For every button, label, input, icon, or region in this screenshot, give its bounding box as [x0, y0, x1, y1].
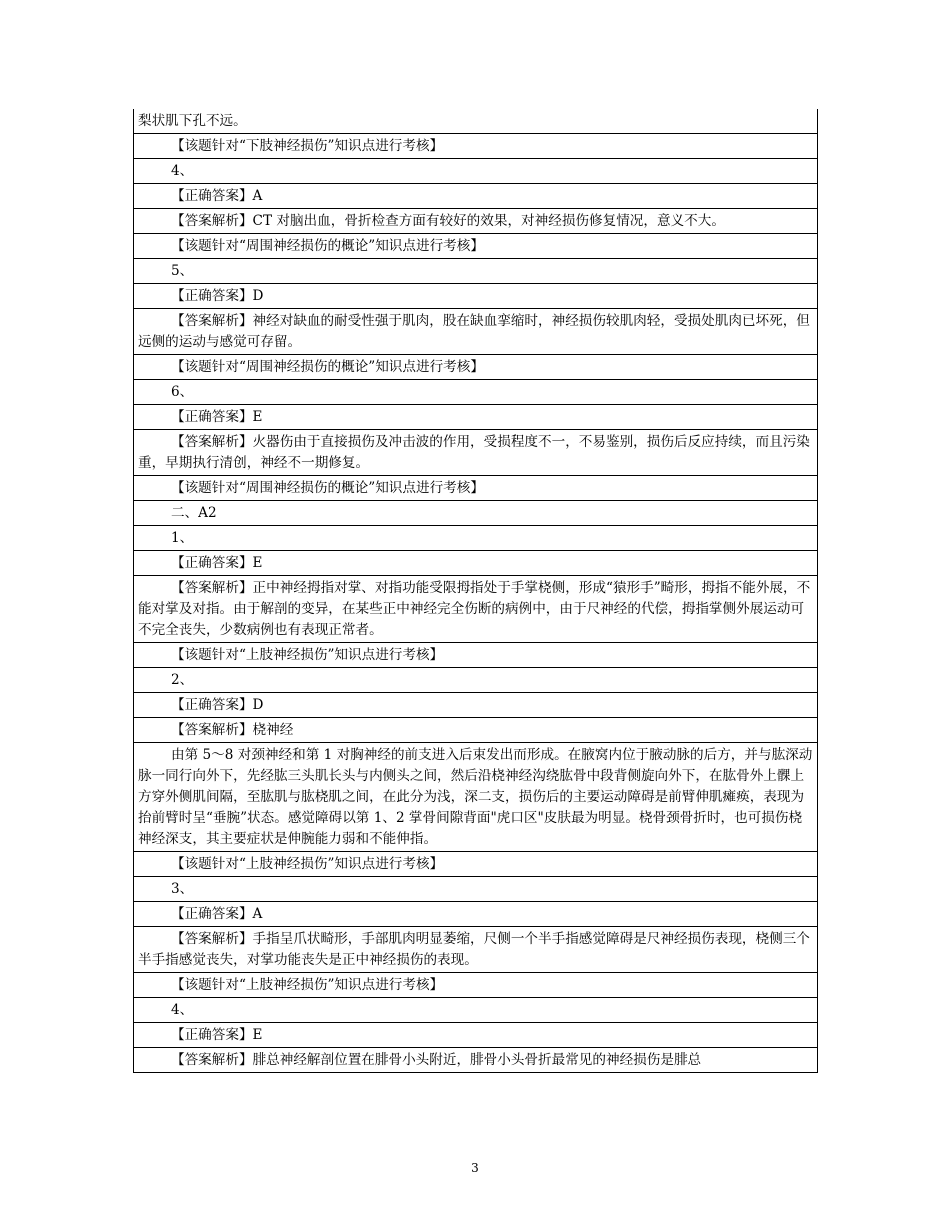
table-row: 二、A2	[134, 501, 817, 526]
table-row: 【该题针对“上肢神经损伤”知识点进行考核】	[134, 643, 817, 668]
table-row: 1、	[134, 526, 817, 551]
table-row: 【答案解析】桡神经	[134, 718, 817, 743]
table-row: 【该题针对“周围神经损伤的概论”知识点进行考核】	[134, 476, 817, 501]
table-row: 5、	[134, 259, 817, 284]
table-row: 3、	[134, 877, 817, 902]
table-row: 梨状肌下孔不远。	[134, 109, 817, 134]
table-row: 2、	[134, 668, 817, 693]
table-row: 【答案解析】火器伤由于直接损伤及冲击波的作用，受损程度不一，不易鉴别，损伤后反应持续，而且污染重，早期执行清创，神经不一期修复。	[134, 430, 817, 476]
table-row: 【答案解析】手指呈爪状畸形，手部肌肉明显萎缩，尺侧一个半手指感觉障碍是尺神经损伤表现，桡侧三个半手指感觉丧失，对掌功能丧失是正中神经损伤的表现。	[134, 927, 817, 973]
table-row: 4、	[134, 159, 817, 184]
table-row: 【正确答案】A	[134, 184, 817, 209]
table-row: 【答案解析】腓总神经解剖位置在腓骨小头附近，腓骨小头骨折最常见的神经损伤是腓总	[134, 1048, 817, 1073]
table-row: 【正确答案】E	[134, 1023, 817, 1048]
table-row: 由第 5～8 对颈神经和第 1 对胸神经的前支进入后束发出而形成。在腋窝内位于腋动脉的后方，并与肱深动脉一同行向外下，先经肱三头肌长头与内侧头之间，然后沿桡神经沟绕肱骨中段背侧旋向外下，在肱骨外上髁上方穿外侧肌间隔，至肱肌与肱桡肌之间，在此分为浅，深二支，损伤后的主要运动障碍是前臂伸肌瘫痪，表现为抬前臂时呈“垂腕”状态。感觉障碍以第 1、2 掌骨间隙背面"虎口区"皮肤最为明显。桡骨颈骨折时，也可损伤桡神经深支，其主要症状是伸腕能力弱和不能伸指。	[134, 743, 817, 852]
table-row: 6、	[134, 380, 817, 405]
table-row: 【该题针对“周围神经损伤的概论”知识点进行考核】	[134, 355, 817, 380]
table-row: 【答案解析】神经对缺血的耐受性强于肌肉，股在缺血挛缩时，神经损伤较肌肉轻，受损处肌肉已坏死，但远侧的运动与感觉可存留。	[134, 309, 817, 355]
table-row: 4、	[134, 998, 817, 1023]
table-row: 【该题针对“周围神经损伤的概论”知识点进行考核】	[134, 234, 817, 259]
page-number: 3	[471, 1161, 479, 1175]
table-row: 【正确答案】D	[134, 693, 817, 718]
table-row: 【正确答案】D	[134, 284, 817, 309]
table-row: 【该题针对“上肢神经损伤”知识点进行考核】	[134, 852, 817, 877]
table-row: 【答案解析】正中神经拇指对掌、对指功能受限拇指处于手掌桡侧，形成“猿形手”畸形，拇指不能外展，不能对掌及对指。由于解剖的变异，在某些正中神经完全伤断的病例中，由于尺神经的代偿，拇指掌侧外展运动可不完全丧失，少数病例也有表现正常者。	[134, 576, 817, 643]
table-row: 【正确答案】E	[134, 405, 817, 430]
table-row: 【正确答案】A	[134, 902, 817, 927]
table-row: 【正确答案】E	[134, 551, 817, 576]
table-row: 【该题针对“上肢神经损伤”知识点进行考核】	[134, 973, 817, 998]
document-table	[133, 109, 818, 1073]
table-row: 【该题针对“下肢神经损伤”知识点进行考核】	[134, 134, 817, 159]
table-row: 【答案解析】CT 对脑出血，骨折检查方面有较好的效果，对神经损伤修复情况，意义不大。	[134, 209, 817, 234]
